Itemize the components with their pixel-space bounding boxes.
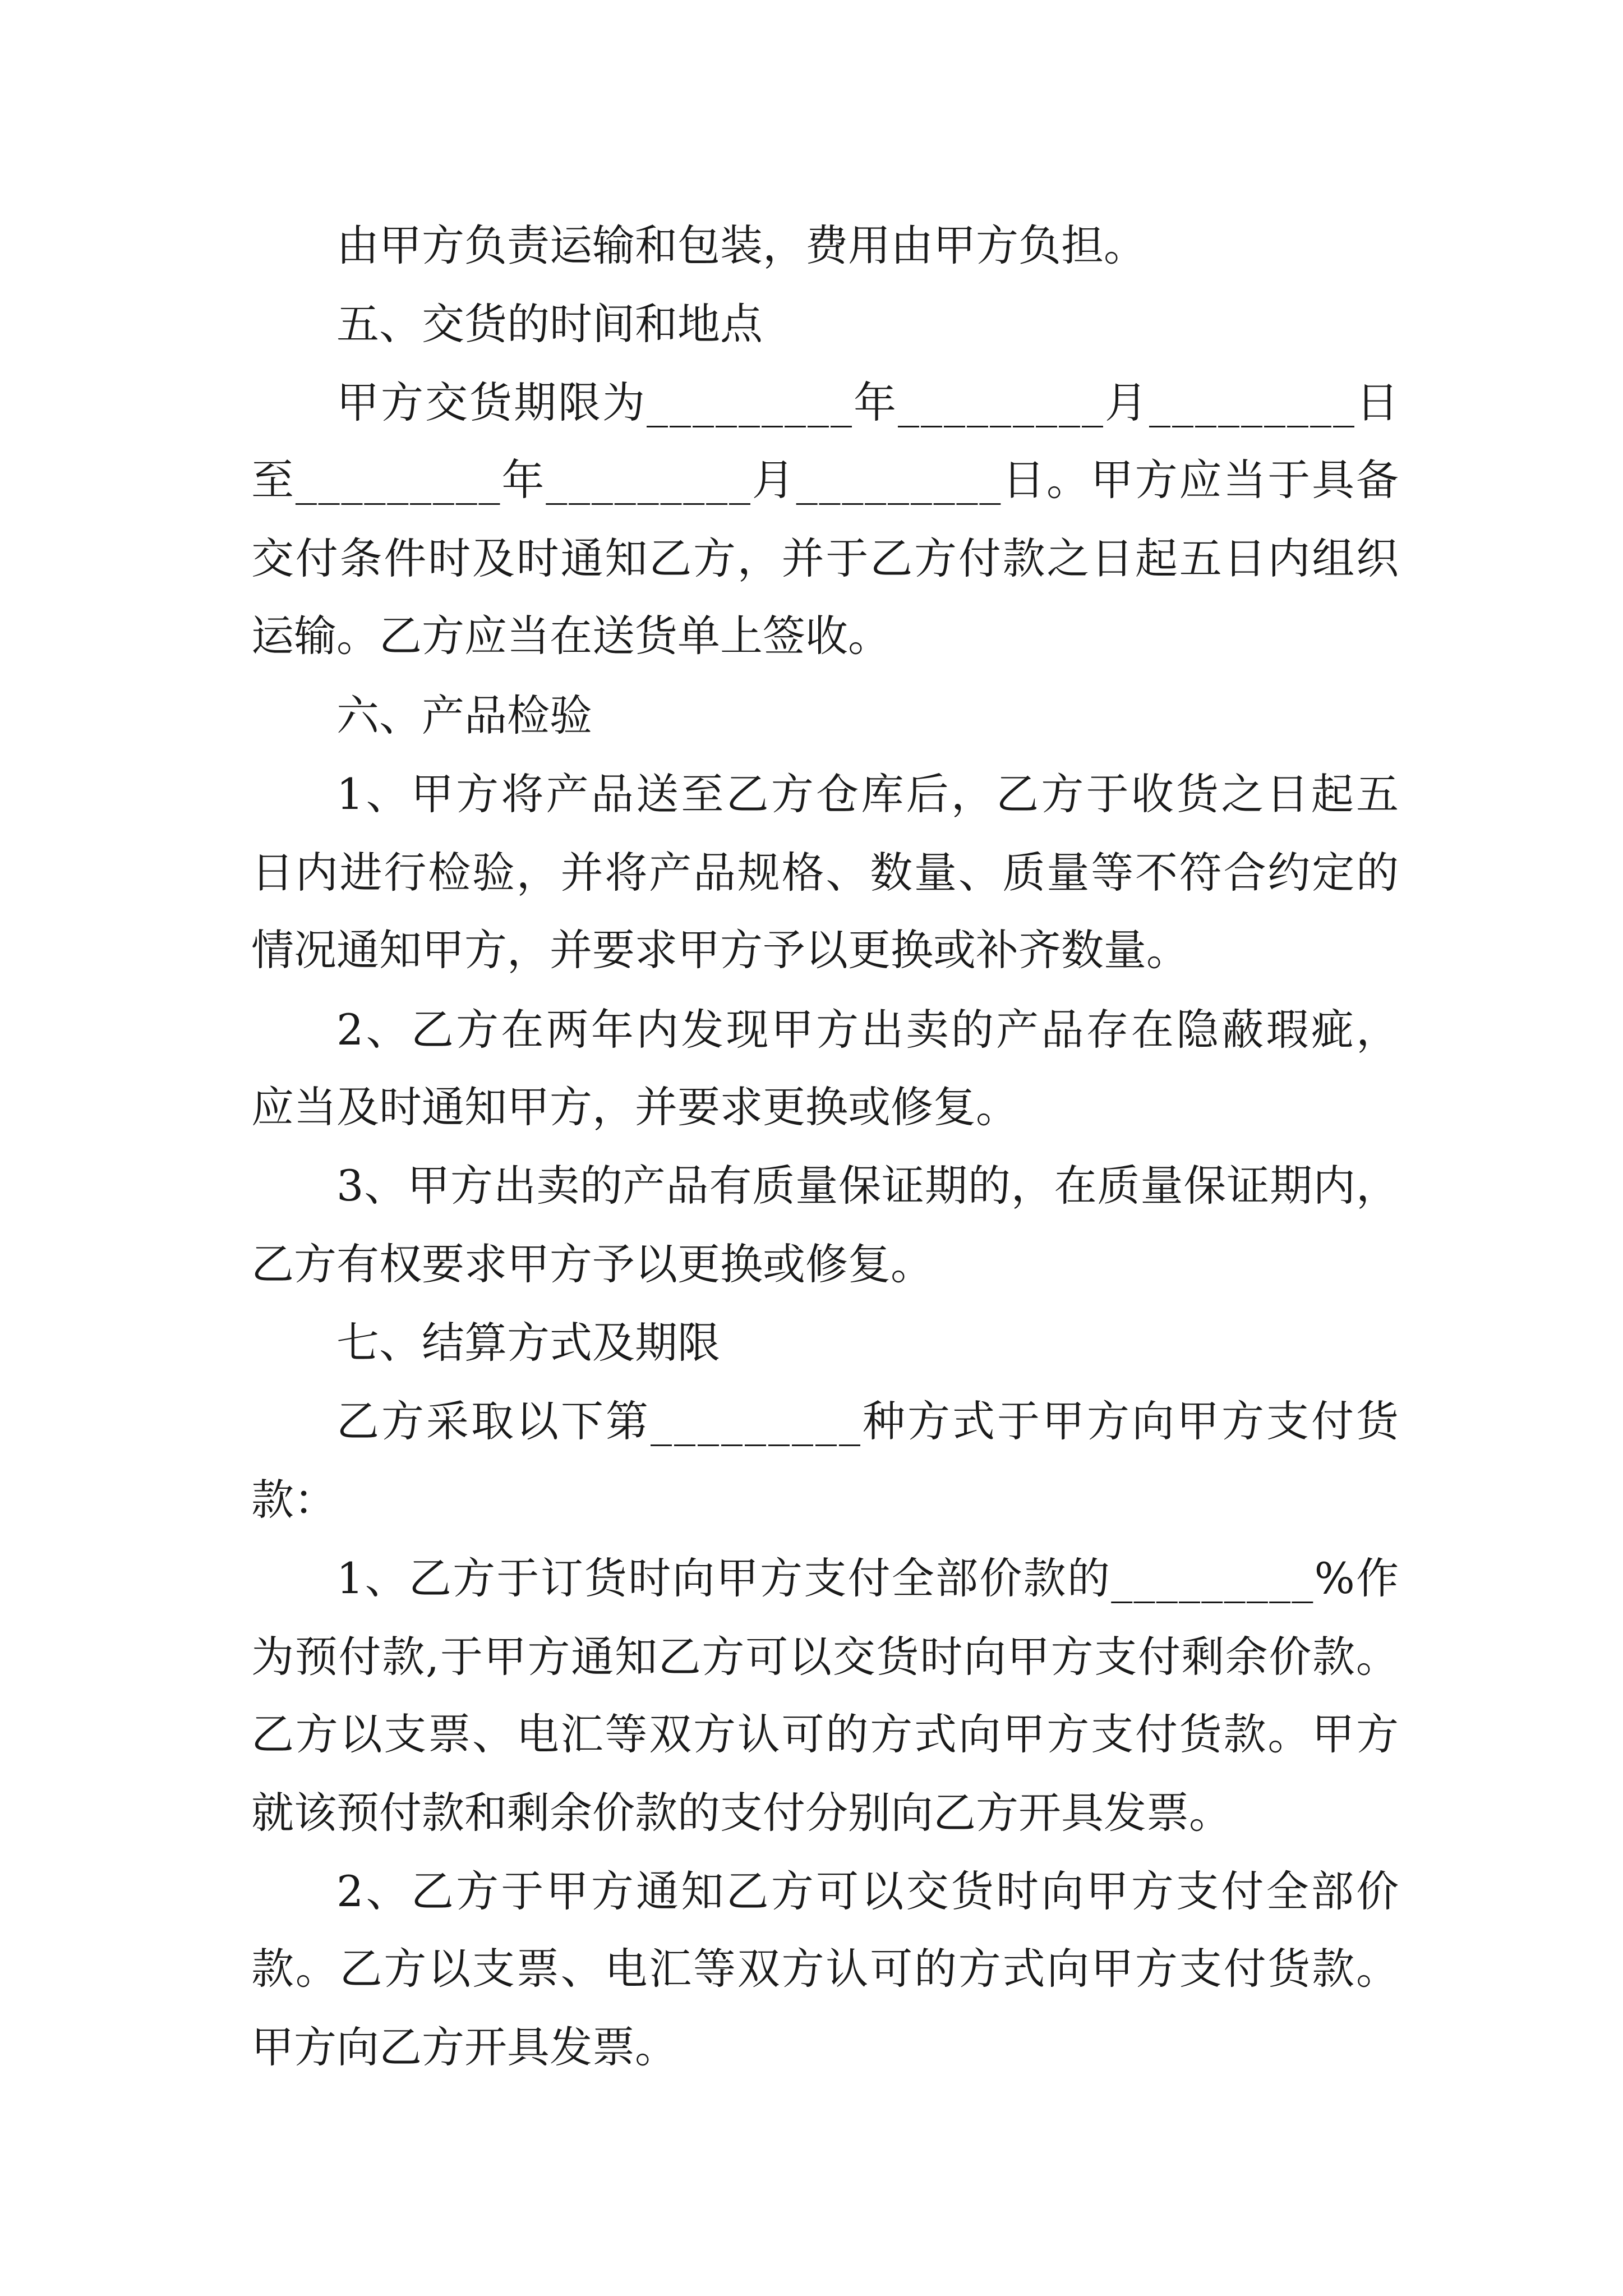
- paragraph-line: 由甲方负责运输和包装，费用由甲方负担。: [336, 220, 1146, 270]
- section-heading: 七、结算方式及期限: [336, 1318, 720, 1368]
- paragraph-line: 1、甲方将产品送至乙方仓库后，乙方于收货之日起五: [336, 769, 1401, 819]
- paragraph-line: 运输。乙方应当在送货单上签收。: [251, 611, 891, 661]
- paragraph-line: 甲方向乙方开具发票。: [251, 2022, 677, 2072]
- paragraph-line: 款。乙方以支票、电汇等双方认可的方式向甲方支付货款。: [251, 1944, 1400, 1994]
- paragraph-line: 乙方采取以下第_________种方式于甲方向甲方支付货: [336, 1396, 1401, 1446]
- section-heading: 五、交货的时间和地点: [336, 299, 763, 349]
- paragraph-line: 2、乙方于甲方通知乙方可以交货时向甲方支付全部价: [336, 1866, 1401, 1916]
- paragraph-line: 情况通知甲方，并要求甲方予以更换或补齐数量。: [251, 925, 1189, 975]
- paragraph-line: 交付条件时及时通知乙方，并于乙方付款之日起五日内组织: [251, 533, 1400, 583]
- paragraph-line: 就该预付款和剩余价款的支付分别向乙方开具发票。: [251, 1788, 1232, 1838]
- paragraph-line: 为预付款,于甲方通知乙方可以交货时向甲方支付剩余价款。: [251, 1632, 1400, 1682]
- paragraph-line: 乙方有权要求甲方予以更换或修复。: [251, 1239, 933, 1289]
- paragraph-line: 款：: [251, 1475, 336, 1525]
- paragraph-line: 1、乙方于订货时向甲方支付全部价款的_________%作: [336, 1553, 1400, 1603]
- paragraph-line: 应当及时通知甲方，并要求更换或修复。: [251, 1082, 1018, 1132]
- paragraph-line: 2、乙方在两年内发现甲方出卖的产品存在隐蔽瑕疵，: [336, 1005, 1401, 1055]
- paragraph-line: 甲方交货期限为_________年_________月_________日: [336, 378, 1400, 427]
- paragraph-line: 至_________年_________月_________日。甲方应当于具备: [251, 455, 1400, 505]
- paragraph-line: 3、甲方出卖的产品有质量保证期的，在质量保证期内，: [336, 1161, 1399, 1211]
- section-heading: 六、产品检验: [336, 691, 592, 740]
- paragraph-line: 乙方以支票、电汇等双方认可的方式向甲方支付货款。甲方: [251, 1709, 1400, 1759]
- paragraph-line: 日内进行检验，并将产品规格、数量、质量等不符合约定的: [251, 848, 1400, 898]
